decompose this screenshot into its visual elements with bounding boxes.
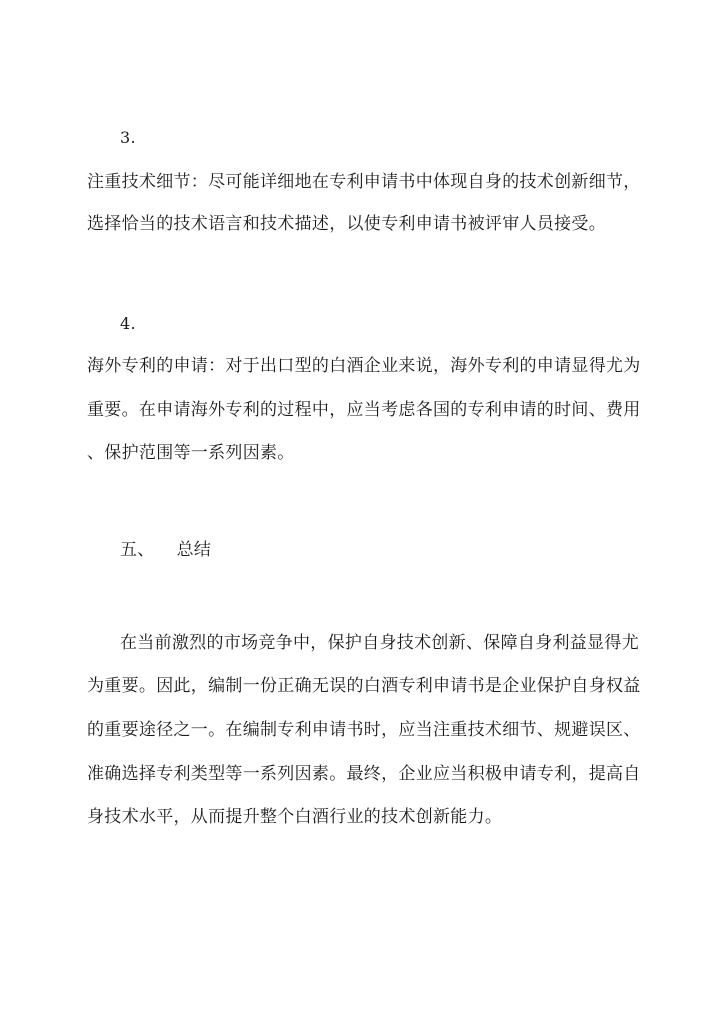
item-number: 4. bbox=[120, 314, 136, 333]
section-title: 总结 bbox=[176, 540, 212, 560]
paragraph-line: 为重要。因此，编制一份正确无误的白酒专利申请书是企业保护自身权益 bbox=[87, 676, 641, 696]
paragraph-line: 准确选择专利类型等一系列因素。最终，企业应当积极申请专利，提高自 bbox=[87, 764, 641, 784]
paragraph-line: 的重要途径之一。在编制专利申请书时，应当注重技术细节、规避误区、 bbox=[87, 720, 641, 740]
section-number: 五、 bbox=[120, 540, 155, 560]
item-number: 3. bbox=[120, 128, 136, 147]
paragraph-line: 身技术水平，从而提升整个白酒行业的技术创新能力。 bbox=[87, 807, 503, 827]
paragraph-line: 海外专利的申请：对于出口型的白酒企业来说，海外专利的申请显得尤为 bbox=[87, 356, 641, 376]
paragraph-line: 在当前激烈的市场竞争中，保护自身技术创新、保障自身利益显得尤 bbox=[120, 633, 639, 653]
paragraph-line: 、保护范围等一系列因素。 bbox=[87, 443, 295, 463]
section-heading bbox=[120, 540, 211, 560]
paragraph-line: 选择恰当的技术语言和技术描述，以使专利申请书被评审人员接受。 bbox=[87, 214, 606, 234]
paragraph-line: 重要。在申请海外专利的过程中，应当考虑各国的专利申请的时间、费用 bbox=[87, 400, 641, 420]
paragraph-line: 注重技术细节：尽可能详细地在专利申请书中体现自身的技术创新细节， bbox=[87, 172, 641, 192]
